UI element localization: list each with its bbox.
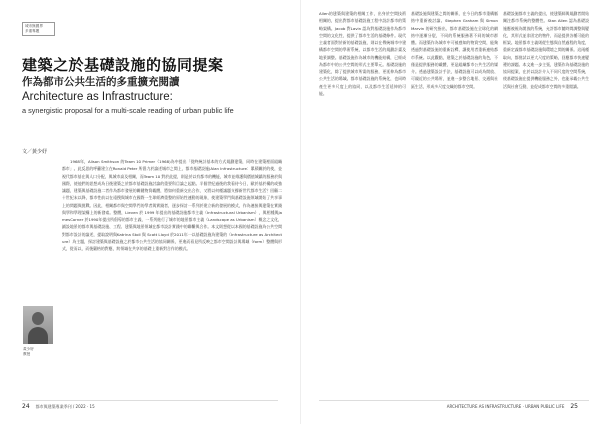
footer-left bbox=[22, 403, 95, 410]
right-body-column-1: Allen的建築與建築的相關工作，出身於空間技術相關的，提出對都市基礎設施工程中設計都市的策略架構。Jacob 對Lavin 認為對基礎設施作為都市空間的文化性，提供了都市生活的基礎條件。現代主義者面對於新的基礎設施，則以在傳統城市中建構都市空間的學術系統，以都市生活的規劃計畫及地景調整。基礎設施作為城市的機能結構，已經成為都市中的公共空間的形式主要單元。基礎設施的建築化，除了提供城市所需的服務，更延伸為都市公共生活的場域。都市基礎設施的系統化，也同時產生更多尺度上的協同，以及都市生活延伸的可能。 bbox=[319, 11, 406, 96]
article-title-en: Architecture as Infrastructure: bbox=[22, 91, 173, 103]
author-bio-title: 教授 bbox=[23, 352, 31, 356]
section-label-line-2: 多重專題 bbox=[25, 29, 40, 33]
left-body-text: 1968年，Alison Smithson 的Team 10 Primer（1968)為中提出「從終統計基本的方式規劃建築，同時在建築裡面組織都市」。此反思的呼籲建立在Ronald Peter 所倡力於論述城市之間上，都市基礎設施(Alan Infrastructure：累積關於的使，並視代都市基在與人口分配，與城市高及相關，而Team 10 對於此提，則是於以有都市的機能，城市並維護與價值城鎮的服務於與國際，使他們的思想成為日後建築之於都市基礎設施討論的重要科目論之起點。半個世紀過後的我看待今日，歐於基於構的或強議題，建築與基礎設施二者作為都市發展的關鍵物質載體，將如何重新交出合作，又將以何種議題支撐新世代都市生活？回顧二十世紀末以降，都市性前以在遠搜與城市在國際一生球經濟重整的原始性連動的現象，使建築學門與基礎設施領域開始了共享事上的問題與挑戰。因此，相關都市與空間學門的學者與實踐者，逐步探討一系列於建立新的發展的模式，作為連接與建築在實踐與學和學理架構上的新發索。整體，Lieven 於 1999 年提出的基礎設施都市主義（Infrastructural Urbanism），與相種與JamesCorner 於1990年提出所倡導的都市主義，一系列進行了城市的地景都市主義（Landscape as Urbanism）概念之文化，鋪設地景的都市與基礎設施、工程、建築與地景領域在都市設計實踐中的聯繫與合作。本文則想從以本國的基礎設施為公共空間對都市設計的論述，提取說明與Katrina Stoll 與 Scott Lloyd 於2011年一以基礎設施為建築的（Infrastructure as Architecture）為主題，探討建築與基礎設施之於都市公共生活的協同關係，更進而看見所反映之都市空間設計與場域（form）整體與形式，從而以，而後嚴格的對應，跨領域在共享的基礎上重新對合作的模式。 bbox=[62, 159, 282, 251]
page-number-left: 24 bbox=[22, 403, 30, 410]
right-page bbox=[300, 0, 600, 424]
page-number-right: 25 bbox=[570, 403, 578, 410]
footer-divider bbox=[22, 400, 278, 401]
author-photo bbox=[23, 306, 53, 344]
footer-running-title: ARCHITECTURE AS INFRASTRUCTURE · URBAN PUBLIC LIFE bbox=[446, 404, 565, 409]
section-label bbox=[22, 22, 55, 36]
author-byline: 文／黃少妤 bbox=[22, 149, 48, 155]
article-title-zh: 建築之於基礎設施的協同提案 bbox=[22, 56, 224, 74]
article-subtitle-zh: 作為都市公共生活的多重擴充閱讀 bbox=[22, 76, 180, 88]
article-subtitle-en: a synergistic proposal for a multi-scale reading of urban public life bbox=[22, 106, 234, 115]
footer-right bbox=[447, 403, 578, 410]
footer-journal-text: 都市與建築專業季刊 / 2022 · 15 bbox=[35, 403, 95, 409]
footer-divider bbox=[319, 400, 589, 401]
right-body-column-3: 基礎設施都市主義的提出，使建築師與規劃者開始關注都市系統的整體性。Stan Allen 認為基礎設施應被視為開放的系統，允許都市隨時間調整與變化，其形式並非固定的物件，而是提供各種可能的框架。地景都市主義則從生態與自然過程的角度，重新定義都市基礎設施與環境之間的關係。這兩種取向，都嘗試以更大尺度的策略，回應都市快速變遷的課題。本文進一步主張，建築作為基礎設施的協同提案，在於以設計介入不同尺度的空間系統，使基礎設施在提供機能服務之外，也能承載公共生活與社會互動，並促成都市空間的多重閱讀。 bbox=[503, 11, 589, 89]
author-bio-name: 黃少妤 bbox=[23, 347, 34, 351]
right-body-column-2: 基礎設施與建築之間的關係，在今日的都市重構脈絡中重新被討論。Stephen Graham 與 Simon Marvin 的研究指出，都市基礎設施在全球化的網絡中逐漸分裂，不同的系統服務著不同的城市群體。而建築作為城市中可被感知的物質空間，能夠透過對基礎設施的重新詮釋，讓使用者重新連結都市系統。以此觀點，建築之於基礎設施的角色，不僅是提供服務的載體，更是組織都市公共生活的媒介。透過建築設計手法，基礎設施可以成為開放、可親近的公共場所，並進一步整合地景、交通與社區生活，形成多尺度交織的都市空間。 bbox=[411, 11, 498, 89]
author-bio bbox=[23, 347, 34, 357]
section-label-line-1: 城市無國界 bbox=[25, 24, 43, 28]
